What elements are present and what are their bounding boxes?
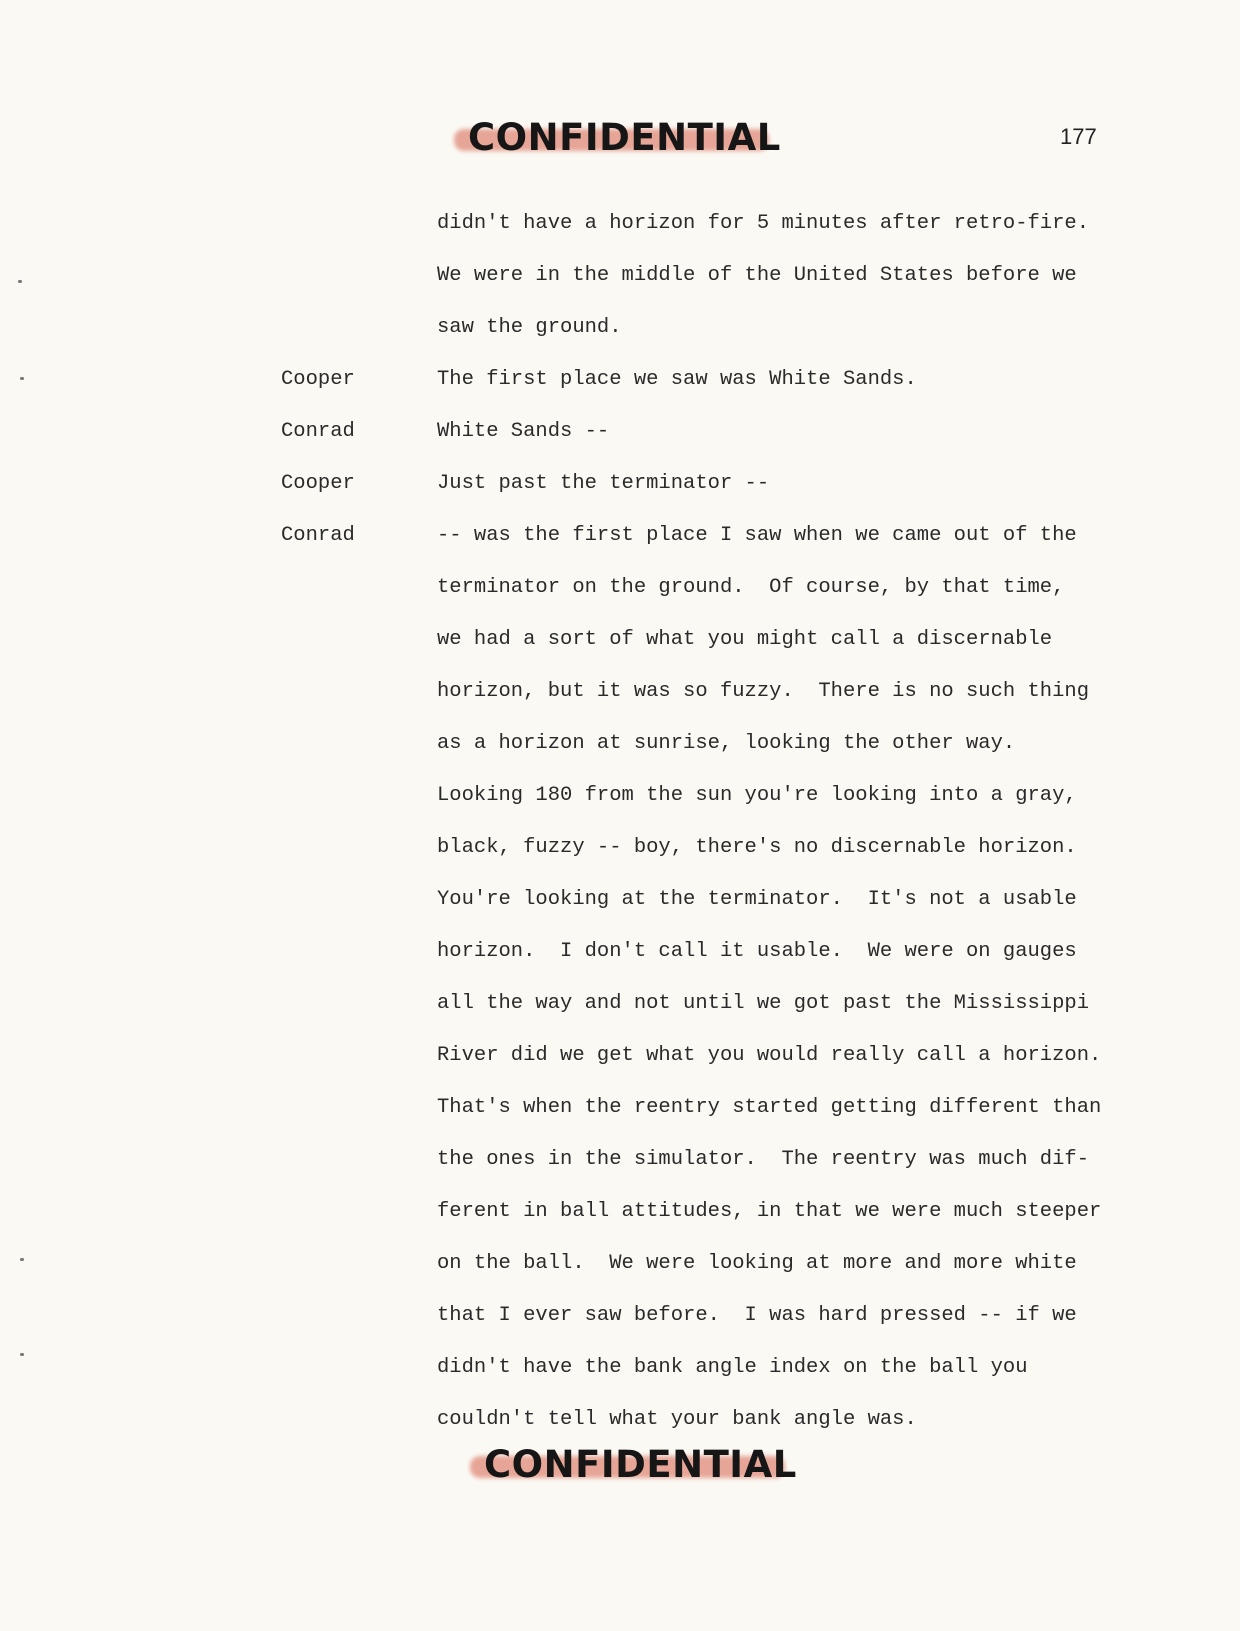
transcript-line: horizon, but it was so fuzzy. There is no such thing — [437, 680, 1090, 703]
confidential-stamp-top: CONFIDENTIAL — [468, 116, 781, 159]
transcript-line: -- was the first place I saw when we came out of the — [437, 524, 1077, 547]
transcript-line: We were in the middle of the United States before we — [437, 264, 1077, 287]
transcript-line: That's when the reentry started getting different than — [437, 1096, 1102, 1119]
margin-mark — [18, 280, 22, 283]
transcript-line: couldn't tell what your bank angle was. — [437, 1408, 917, 1431]
transcript-line: White Sands -- — [437, 420, 610, 443]
transcript-line: the ones in the simulator. The reentry was much dif- — [437, 1148, 1090, 1171]
transcript-line: we had a sort of what you might call a discernable — [437, 628, 1053, 651]
margin-mark — [20, 1353, 24, 1356]
transcript-line: The first place we saw was White Sands. — [437, 368, 917, 391]
transcript-line: ferent in ball attitudes, in that we were much steeper — [437, 1200, 1102, 1223]
speaker-name: Cooper — [281, 368, 355, 391]
transcript-line: all the way and not until we got past the Mississippi — [437, 992, 1090, 1015]
transcript-line: didn't have a horizon for 5 minutes after retro-fire. — [437, 212, 1090, 235]
transcript-line: that I ever saw before. I was hard pressed -- if we — [437, 1304, 1077, 1327]
transcript-line: Just past the terminator -- — [437, 472, 770, 495]
transcript-line: horizon. I don't call it usable. We were on gauges — [437, 940, 1077, 963]
transcript-line: on the ball. We were looking at more and more white — [437, 1252, 1077, 1275]
speaker-name: Conrad — [281, 524, 355, 547]
page-number: 177 — [1060, 124, 1097, 149]
margin-mark — [20, 1258, 24, 1261]
confidential-stamp-bottom: CONFIDENTIAL — [484, 1443, 797, 1486]
transcript-line: River did we get what you would really call a horizon. — [437, 1044, 1102, 1067]
transcript-line: black, fuzzy -- boy, there's no discernable horizon. — [437, 836, 1077, 859]
transcript-line: Looking 180 from the sun you're looking into a gray, — [437, 784, 1077, 807]
transcript-line: You're looking at the terminator. It's not a usable — [437, 888, 1077, 911]
transcript-line: saw the ground. — [437, 316, 622, 339]
speaker-name: Conrad — [281, 420, 355, 443]
transcript-line: as a horizon at sunrise, looking the other way. — [437, 732, 1016, 755]
margin-mark — [20, 377, 24, 380]
speaker-name: Cooper — [281, 472, 355, 495]
transcript-line: didn't have the bank angle index on the ball you — [437, 1356, 1028, 1379]
transcript-line: terminator on the ground. Of course, by that time, — [437, 576, 1065, 599]
